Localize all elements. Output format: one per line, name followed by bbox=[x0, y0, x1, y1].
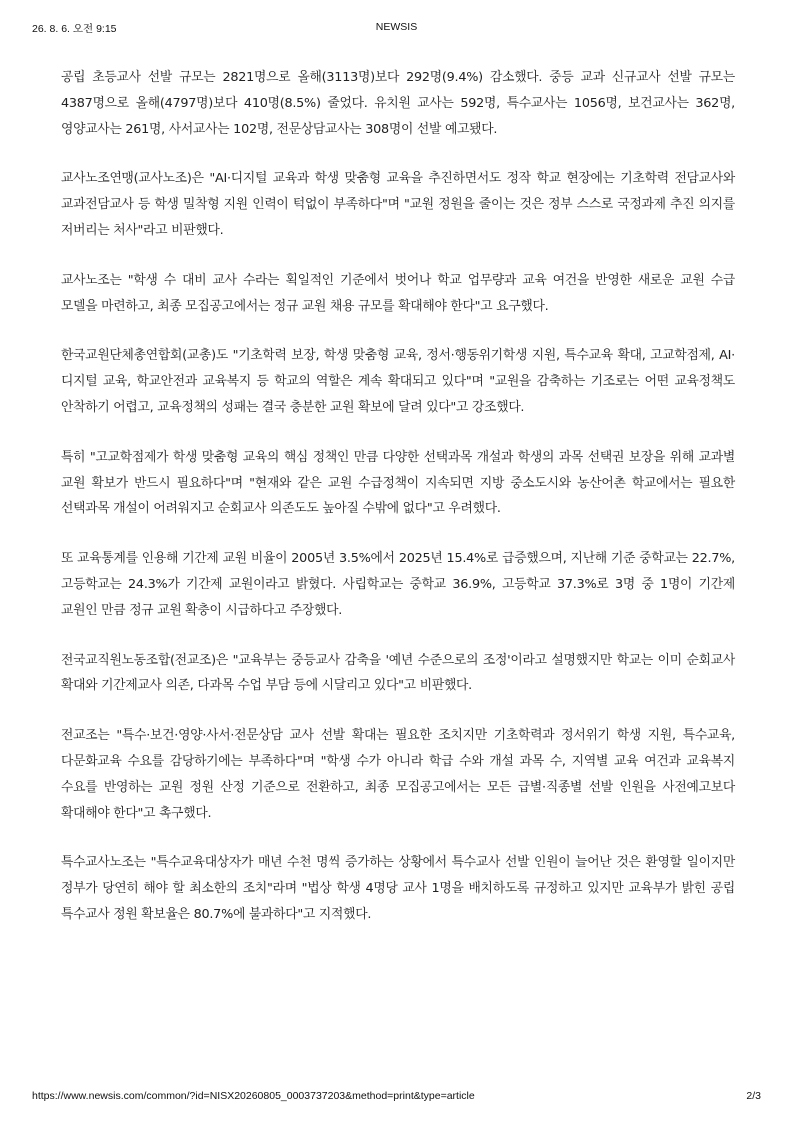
article-paragraph-4: 한국교원단체총연합회(교총)도 "기초학력 보장, 학생 맞춤형 교육, 정서·행동위기학생 지원, 특수교육 확대, 고교학점제, AI·디지털 교육, 학교안전과 교육복지 등 학교의 역할은 계속 확대되고 있다"며 "교원을 감축하는 기조로는 어떤 교육정책도 안착하기 어렵고, 교육정책의 성패는 결국 충분한 교원 확보에 달려 있다"고 강조했다. bbox=[61, 348, 735, 415]
print-url: https://www.newsis.com/common/?id=NISX20260805_0003737203&method=print&type=article bbox=[32, 1090, 475, 1102]
article-paragraph-3: 교사노조는 "학생 수 대비 교사 수라는 획일적인 기준에서 벗어나 학교 업무량과 교육 여건을 반영한 새로운 교원 수급 모델을 마련하고, 최종 모집공고에서는 정규 교원 채용 규모를 확대해야 한다"고 요구했다. bbox=[61, 272, 735, 314]
page-number: 2/3 bbox=[746, 1090, 761, 1102]
article-body bbox=[61, 65, 735, 952]
article-paragraph-6: 또 교육통계를 인용해 기간제 교원 비율이 2005년 3.5%에서 2025년 15.4%로 급증했으며, 지난해 기준 중학교는 22.7%, 고등학교는 24.3%가 기간제 교원이라고 밝혔다. 사립학교는 중학교 36.9%, 고등학교 37.3%로 3명 중 1명이 기간제 교원인 만큼 정규 교원 확충이 시급하다고 주장했다. bbox=[61, 551, 735, 618]
article-paragraph-7: 전국교직원노동조합(전교조)은 "교육부는 중등교사 감축을 '예년 수준으로의 조정'이라고 설명했지만 학교는 이미 순회교사 확대와 기간제교사 의존, 다과목 수업 부담 등에 시달리고 있다"고 비판했다. bbox=[61, 652, 735, 694]
print-date: 26. 8. 6. 오전 9:15 bbox=[32, 23, 117, 35]
article-paragraph-5: 특히 "고교학점제가 학생 맞춤형 교육의 핵심 정책인 만큼 다양한 선택과목 개설과 학생의 과목 선택권 보장을 위해 교과별 교원 확보가 반드시 필요하다"며 "현재와 같은 교원 수급정책이 지속되면 지방 중소도시와 농산어촌 학교에서는 필요한 선택과목 개설이 어려워지고 순회교사 의존도도 높아질 수밖에 없다"고 우려했다. bbox=[61, 449, 735, 517]
article-paragraph-1: 공립 초등교사 선발 규모는 2821명으로 올해(3113명)보다 292명(9.4%) 감소했다. 중등 교과 신규교사 선발 규모는 4387명으로 올해(4797명)보다 410명(8.5%) 줄었다. 유치원 교사는 592명, 특수교사는 1056명, 보건교사는 362명, 영양교사는 261명, 사서교사는 102명, 전문상담교사는 308명이 선발 예고됐다. bbox=[61, 70, 735, 137]
article-paragraph-8: 전교조는 "특수·보건·영양·사서·전문상담 교사 선발 확대는 필요한 조치지만 기초학력과 정서위기 학생 지원, 특수교육, 다문화교육 수요를 감당하기에는 부족하다"며 "학생 수가 아니라 학급 수와 개설 과목 수, 지역별 교육 여건과 교육복지 수요를 반영하는 교원 정원 산정 기준으로 전환하고, 최종 모집공고에서는 모든 급별·직종별 선발 인원을 사전예고보다 확대해야 한다"고 촉구했다. bbox=[61, 728, 735, 821]
site-name: NEWSIS bbox=[375, 21, 418, 33]
article-paragraph-2: 교사노조연맹(교사노조)은 "AI·디지털 교육과 학생 맞춤형 교육을 추진하면서도 정작 학교 현장에는 기초학력 전담교사와 교과전담교사 등 학생 밀착형 지원 인력이 턱없이 부족하다"며 "교원 정원을 줄이는 것은 정부 스스로 국정과제 추진 의지를 저버리는 처사"라고 비판했다. bbox=[61, 171, 736, 238]
print-footer bbox=[0, 1090, 793, 1104]
print-header bbox=[0, 21, 793, 35]
article-paragraph-9: 특수교사노조는 "특수교육대상자가 매년 수천 명씩 증가하는 상황에서 특수교사 선발 인원이 늘어난 것은 환영할 일이지만 정부가 당연히 해야 할 최소한의 조치"라며 "법상 학생 4명당 교사 1명을 배치하도록 규정하고 있지만 교육부가 밝힌 공립 특수교사 정원 확보율은 80.7%에 불과하다"고 지적했다. bbox=[61, 855, 735, 922]
